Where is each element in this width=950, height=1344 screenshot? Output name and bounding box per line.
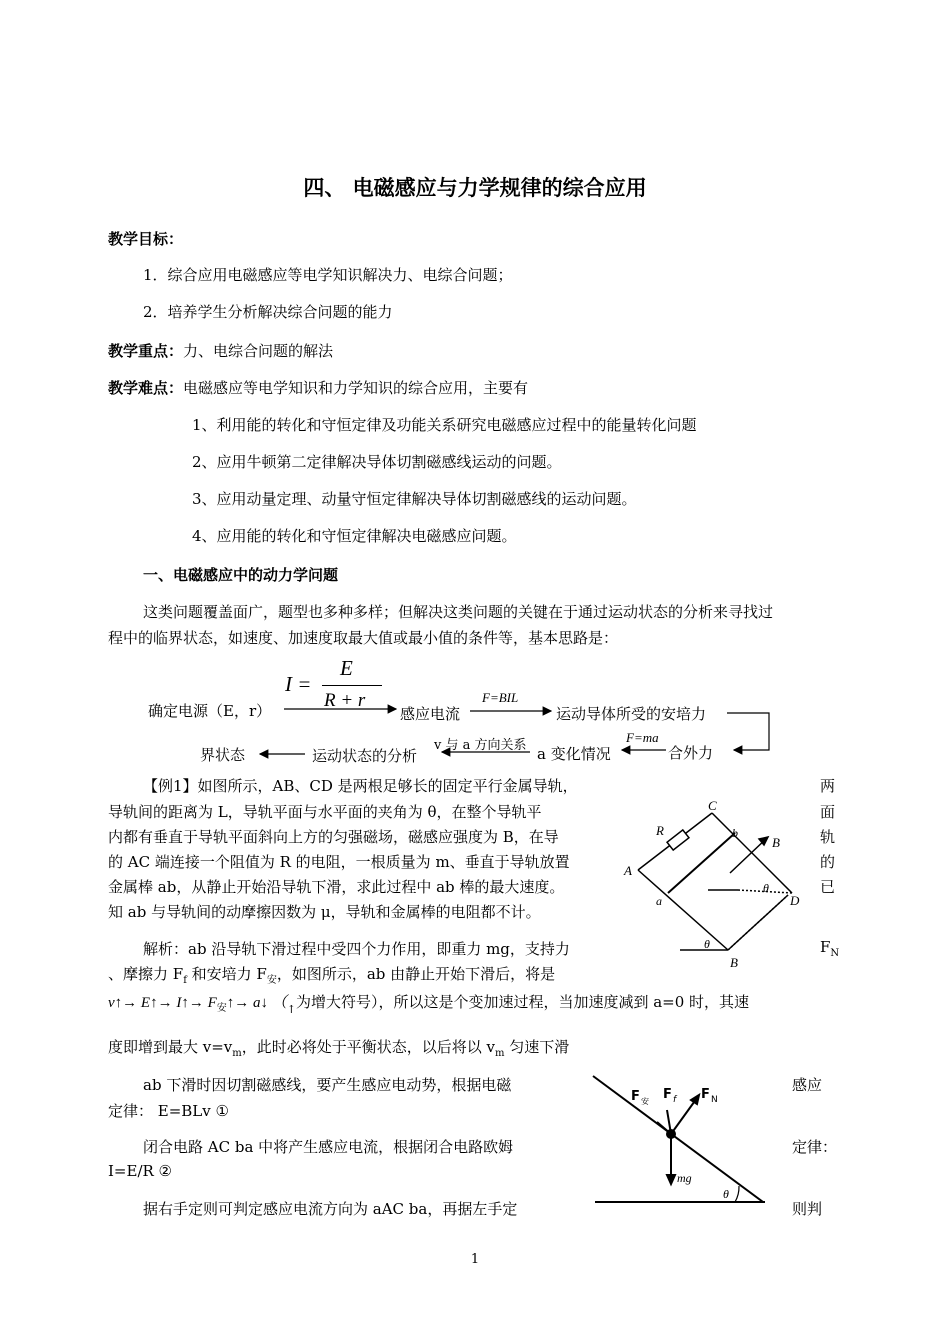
difficulty-item: 1、利用能的转化和守恒定律及功能关系研究电磁感应过程中的能量转化问题 bbox=[192, 416, 697, 434]
example-line-tail: 的 bbox=[820, 853, 836, 871]
flow-motion: 运动状态的分析 bbox=[312, 747, 418, 765]
flow-va-relation: v 与 a 方向关系 bbox=[434, 738, 527, 753]
label-F-ampere: F bbox=[631, 1089, 640, 1104]
analysis-line: 据右手定则可判定感应电流方向为 aAC ba，再据左手定 bbox=[143, 1200, 518, 1218]
formula-lhs: I = bbox=[285, 672, 312, 696]
subscript: m bbox=[232, 1048, 242, 1059]
analysis-line-tail: 则判 bbox=[792, 1200, 823, 1218]
focus-text: 力、电综合问题的解法 bbox=[183, 342, 334, 360]
flow-fbil: F=BIL bbox=[482, 690, 519, 705]
difficulty-item: 2、应用牛顿第二定律解决导体切割磁感线运动的问题。 bbox=[192, 453, 562, 471]
difficulty-text: 电磁感应等电学知识和力学知识的综合应用，主要有 bbox=[183, 379, 529, 397]
page-title: 四、 电磁感应与力学规律的综合应用 bbox=[303, 176, 647, 200]
subscript: f bbox=[183, 975, 187, 986]
flow-accel: a 变化情况 bbox=[537, 745, 611, 763]
example-line: 【例1】如图所示，AB、CD 是两根足够长的固定平行金属导轨， bbox=[143, 777, 578, 795]
analysis-line-tail: F bbox=[820, 938, 831, 956]
analysis-chain: ↑→ a↓ （ bbox=[226, 995, 287, 1011]
paragraph-line: 这类问题覆盖面广，题型也多种多样；但解决这类问题的关键在于通过运动状态的分析来寻找过 bbox=[143, 603, 774, 621]
example-line: 内都有垂直于导轨平面斜向上方的匀强磁场，磁感应强度为 B，在导 bbox=[108, 828, 559, 846]
subscript: 安 bbox=[641, 1097, 649, 1106]
analysis-line: 解析：ab 沿导轨下滑过程中受四个力作用，即重力 mg，支持力 bbox=[143, 940, 570, 958]
analysis-line: ab 下滑时因切割磁感线，要产生感应电动势，根据电磁 bbox=[143, 1076, 512, 1094]
analysis-line: ，如图所示，ab 由静止开始下滑后，将是 bbox=[276, 965, 556, 983]
analysis-line: 、摩擦力 F bbox=[108, 965, 184, 983]
analysis-line: 和安培力 F bbox=[186, 965, 267, 983]
label-A: A bbox=[624, 863, 632, 878]
label-F-normal: F bbox=[701, 1087, 710, 1102]
label-theta: θ bbox=[763, 881, 769, 895]
subscript: N bbox=[830, 948, 840, 959]
rails-figure bbox=[620, 795, 820, 970]
analysis-line: 定律： E=BLv ① bbox=[108, 1102, 229, 1120]
difficulty-item: 4、应用能的转化和守恒定律解决电磁感应问题。 bbox=[192, 527, 517, 545]
analysis-line: I=E/R ② bbox=[108, 1162, 173, 1180]
page-number: 1 bbox=[470, 1252, 480, 1267]
example-line: 知 ab 与导轨间的动摩擦因数为 μ，导轨和金属棒的电阻都不计。 bbox=[108, 903, 541, 921]
analysis-line: 匀速下滑 bbox=[504, 1038, 570, 1056]
label-mg: mg bbox=[677, 1171, 692, 1185]
goal-item: 1．综合应用电磁感应等电学知识解决力、电综合问题； bbox=[143, 266, 513, 284]
subscript: N bbox=[711, 1095, 718, 1105]
section-heading: 一、电磁感应中的动力学问题 bbox=[143, 566, 339, 584]
subscript: f bbox=[673, 1095, 677, 1105]
subscript: 安 bbox=[216, 1003, 227, 1014]
analysis-line-tail: 感应 bbox=[792, 1076, 823, 1094]
paragraph-line: 程中的临界状态，如速度、加速度取最大值或最小值的条件等，基本思路是： bbox=[108, 629, 619, 647]
difficulty-heading: 教学难点： bbox=[108, 379, 184, 397]
formula-denominator: R + r bbox=[324, 690, 366, 711]
flow-net-force: 合外力 bbox=[668, 744, 714, 762]
subscript: 安 bbox=[266, 975, 277, 986]
analysis-line: 闭合电路 AC ba 中将产生感应电流，根据闭合电路欧姆 bbox=[143, 1138, 514, 1156]
label-R: R bbox=[656, 823, 664, 838]
analysis-line: ，此时必将处于平衡状态，以后将以 v bbox=[241, 1038, 496, 1056]
analysis-line: 为增大符号），所以这是个变加速过程，当加速度减到 a=0 时，其速 bbox=[295, 993, 750, 1011]
analysis-chain: v↑→ E↑→ I↑→ F bbox=[108, 995, 217, 1011]
example-line: 导轨间的距离为 L，导轨平面与水平面的夹角为 θ，在整个导轨平 bbox=[108, 803, 542, 821]
analysis-line: 度即增到最大 v=v bbox=[108, 1038, 233, 1056]
example-line: 的 AC 端连接一个阻值为 R 的电阻，一根质量为 m、垂直于导轨放置 bbox=[108, 853, 570, 871]
analysis-line-tail: 定律： bbox=[792, 1138, 838, 1156]
incline-figure bbox=[585, 1070, 775, 1210]
up-arrow-icon: ↑ bbox=[286, 1003, 296, 1016]
flow-fma: F=ma bbox=[626, 730, 659, 745]
example-line: 金属棒 ab，从静止开始沿导轨下滑，求此过程中 ab 棒的最大速度。 bbox=[108, 878, 565, 896]
flow-critical: 界状态 bbox=[200, 746, 246, 764]
focus-heading: 教学重点： bbox=[108, 342, 184, 360]
label-a: a bbox=[656, 894, 662, 908]
rod-point bbox=[666, 1129, 676, 1139]
resistor bbox=[667, 830, 689, 850]
formula-numerator: E bbox=[340, 656, 353, 680]
flow-source: 确定电源（E，r） bbox=[148, 702, 272, 720]
label-F-friction: F bbox=[663, 1087, 672, 1102]
label-D: D bbox=[790, 893, 800, 908]
example-line-tail: 面 bbox=[820, 803, 836, 821]
label-theta: θ bbox=[723, 1187, 729, 1201]
label-B-field: B bbox=[772, 835, 780, 850]
label-B-point: B bbox=[730, 955, 738, 970]
example-line-tail: 两 bbox=[820, 777, 836, 795]
label-theta: θ bbox=[704, 937, 710, 951]
flow-current: 感应电流 bbox=[400, 705, 461, 723]
goal-item: 2．培养学生分析解决综合问题的能力 bbox=[143, 303, 393, 321]
difficulty-item: 3、应用动量定理、动量守恒定律解决导体切割磁感线的运动问题。 bbox=[192, 490, 637, 508]
flow-ampere: 运动导体所受的安培力 bbox=[556, 705, 707, 723]
example-line-tail: 已 bbox=[820, 878, 836, 896]
label-b: b bbox=[732, 826, 738, 840]
label-C: C bbox=[708, 798, 717, 813]
example-line-tail: 轨 bbox=[820, 828, 836, 846]
goals-heading: 教学目标： bbox=[108, 230, 184, 248]
subscript: m bbox=[495, 1048, 505, 1059]
